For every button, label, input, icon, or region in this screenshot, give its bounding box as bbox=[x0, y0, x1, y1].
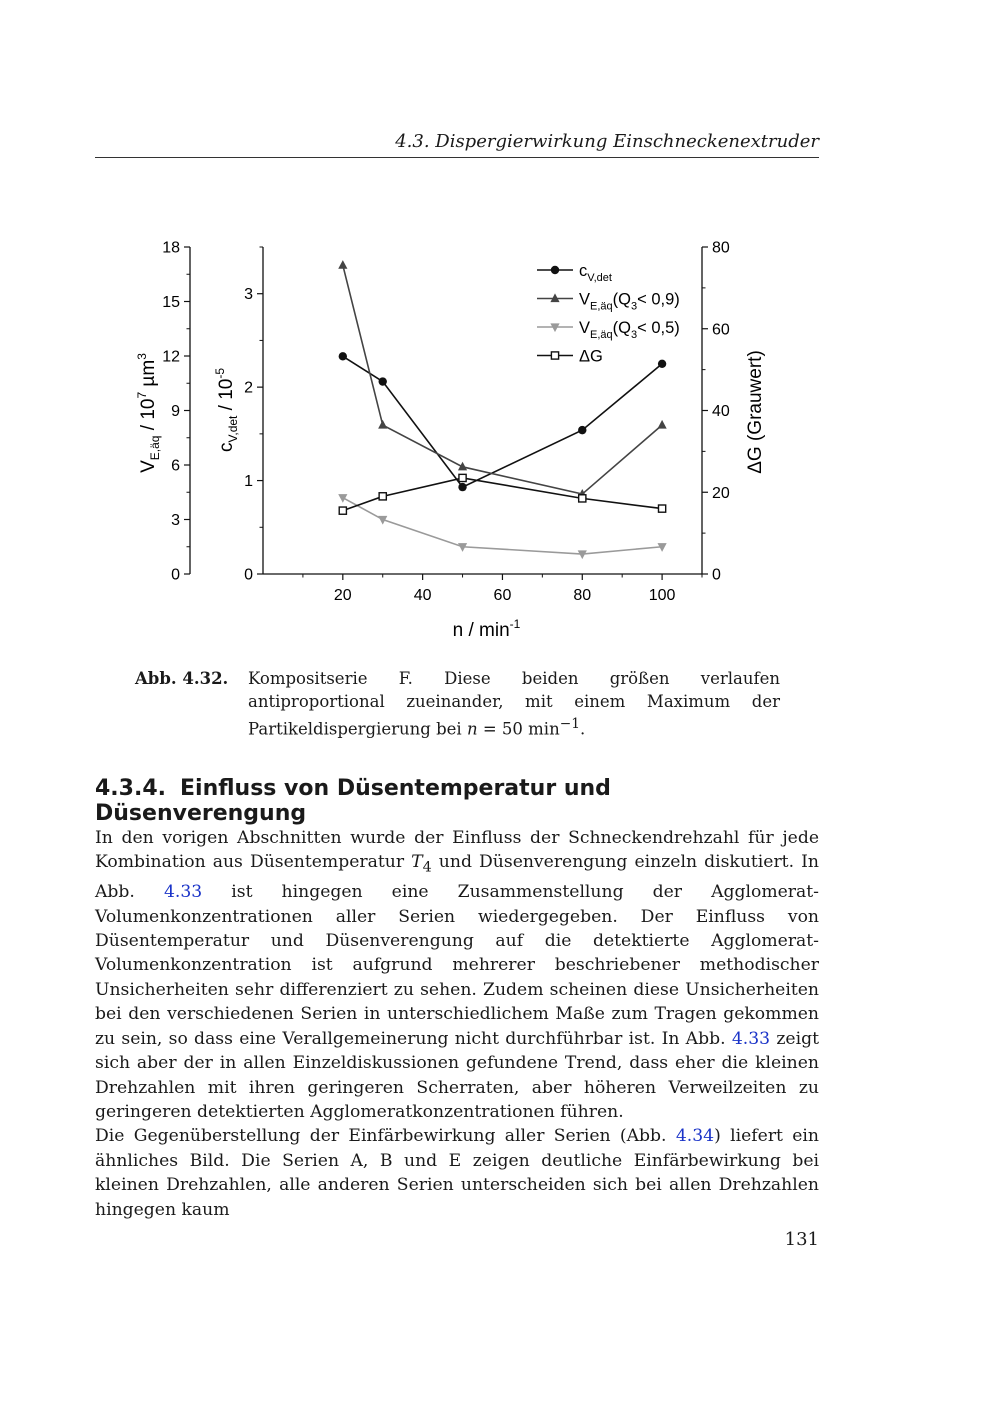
right-tick-label: 60 bbox=[712, 321, 730, 339]
legend-marker bbox=[551, 352, 558, 359]
caption-label: Abb. 4.32. bbox=[135, 669, 229, 688]
data-point bbox=[458, 462, 467, 471]
y-axis-label-right: ΔG (Grauwert) bbox=[745, 350, 766, 474]
x-tick-label: 60 bbox=[493, 587, 512, 604]
figure-caption bbox=[135, 667, 780, 741]
data-point bbox=[458, 483, 466, 491]
data-point bbox=[459, 474, 466, 481]
body-text bbox=[95, 826, 819, 1222]
left_inner-tick-label: 1 bbox=[244, 473, 253, 491]
left_outer-tick-label: 15 bbox=[162, 294, 180, 311]
xref-link[interactable]: 4.33 bbox=[731, 1028, 771, 1049]
legend-entry: ΔG bbox=[579, 347, 603, 366]
left_inner-tick-label: 3 bbox=[244, 286, 253, 304]
chart-legend bbox=[537, 262, 680, 366]
x-tick-label: 20 bbox=[333, 587, 352, 604]
legend-marker bbox=[551, 266, 559, 274]
left_inner-tick-label: 0 bbox=[244, 566, 253, 584]
series-line-2 bbox=[343, 498, 662, 554]
left_outer-tick-label: 3 bbox=[171, 512, 180, 529]
data-point bbox=[658, 505, 665, 512]
legend-entry: $c_{V,det}$ bbox=[579, 262, 612, 284]
y-axis-label-outer: $V_{E,äq} / 10^7$ µm$^3$ bbox=[135, 353, 162, 473]
y-axis-label-inner: $c_{V,det} / 10^{-5}$ bbox=[213, 367, 240, 453]
legend-entry: $V_{E,äq}(Q_3< 0,9)$ bbox=[579, 290, 680, 313]
x-tick-label: 80 bbox=[573, 587, 592, 604]
right-tick-label: 40 bbox=[712, 403, 730, 420]
left_outer-tick-label: 0 bbox=[171, 566, 180, 584]
legend-entry: $V_{E,äq}(Q_3< 0,5)$ bbox=[579, 319, 680, 341]
left_outer-tick-label: 6 bbox=[171, 457, 180, 475]
data-point bbox=[578, 550, 587, 559]
data-point bbox=[338, 494, 347, 503]
left_outer-tick-label: 12 bbox=[162, 348, 180, 366]
data-point bbox=[378, 420, 387, 429]
data-point bbox=[579, 495, 586, 502]
xref-link[interactable]: 4.34 bbox=[675, 1126, 715, 1147]
data-point bbox=[339, 507, 346, 514]
figure-4-32-chart bbox=[120, 225, 800, 655]
section-heading: 4.3.4. Einfluss von Düsentemperatur und Düsenverengung bbox=[95, 776, 611, 826]
series-line-3 bbox=[343, 478, 662, 511]
data-point bbox=[379, 493, 386, 500]
data-point bbox=[338, 260, 347, 269]
header-rule bbox=[95, 157, 819, 158]
page-number: 131 bbox=[784, 1229, 819, 1250]
left_outer-tick-label: 9 bbox=[171, 403, 180, 420]
right-tick-label: 20 bbox=[712, 484, 730, 502]
xref-link[interactable]: 4.33 bbox=[163, 882, 203, 903]
caption-text: Kompositserie F. Diese beiden größen verlaufen antiproportional zueinander, mit einem Maximum der Partikeldispergierung bei n = 50 $\min^{-1}$. bbox=[248, 669, 780, 739]
data-point bbox=[658, 360, 666, 368]
left_inner-tick-label: 2 bbox=[244, 379, 253, 397]
right-tick-label: 0 bbox=[712, 566, 721, 584]
paragraph-1: In den vorigen Abschnitten wurde der Einfluss der Schneckendrehzahl für jede Kombination aus Düsentemperatur $T_4$ und Düsenverengung einzeln diskutiert. In Abb. 4.33 ist hingegen eine Zusammenstellung der Agglomerat-Volumenkonzentrationen aller Serien wiedergegeben. Der Einfluss von Düsentemperatur und Düsenverengung auf die detektierte Agglomerat-Volumenkonzentration ist aufgrund mehrerer beschriebener methodischer Unsicherheiten sehr differenziert zu sehen. Zudem scheinen diese Unsicherheiten bei den verschiedenen Serien in unterschiedlichem Maße zum Tragen gekommen zu sein, so dass eine Verallgemeinerung nicht durchführbar ist. In Abb. 4.33 zeigt sich aber der in allen Einzeldiskussionen gefundene Trend, dass eher die kleinen Drehzahlen mit ihren geringeren Scherraten, aber höheren Verweilzeiten zu geringeren detektierten Agglomeratkonzentrationen führen. bbox=[95, 828, 819, 1122]
x-axis-label: n / $\min^{-1}$ bbox=[452, 617, 521, 641]
paragraph-2: Die Gegenüberstellung der Einfärbewirkung aller Serien (Abb. 4.34) liefert ein ähnliches Bild. Die Serien A, B und E zeigen deutliche Einfärbewirkung bei kleinen Drehzahlen, alle anderen Serien unterscheiden sich bei allen Drehzahlen hingegen kaum bbox=[95, 1126, 819, 1220]
data-point bbox=[339, 352, 347, 360]
running-header: 4.3. Dispergierwirkung Einschneckenextruder bbox=[395, 131, 819, 152]
left_outer-tick-label: 18 bbox=[162, 239, 180, 257]
data-point bbox=[578, 426, 586, 434]
right-tick-label: 80 bbox=[712, 239, 730, 257]
data-point bbox=[379, 377, 387, 385]
x-tick-label: 40 bbox=[413, 587, 432, 604]
x-tick-label: 100 bbox=[648, 587, 676, 604]
data-point bbox=[657, 420, 666, 429]
